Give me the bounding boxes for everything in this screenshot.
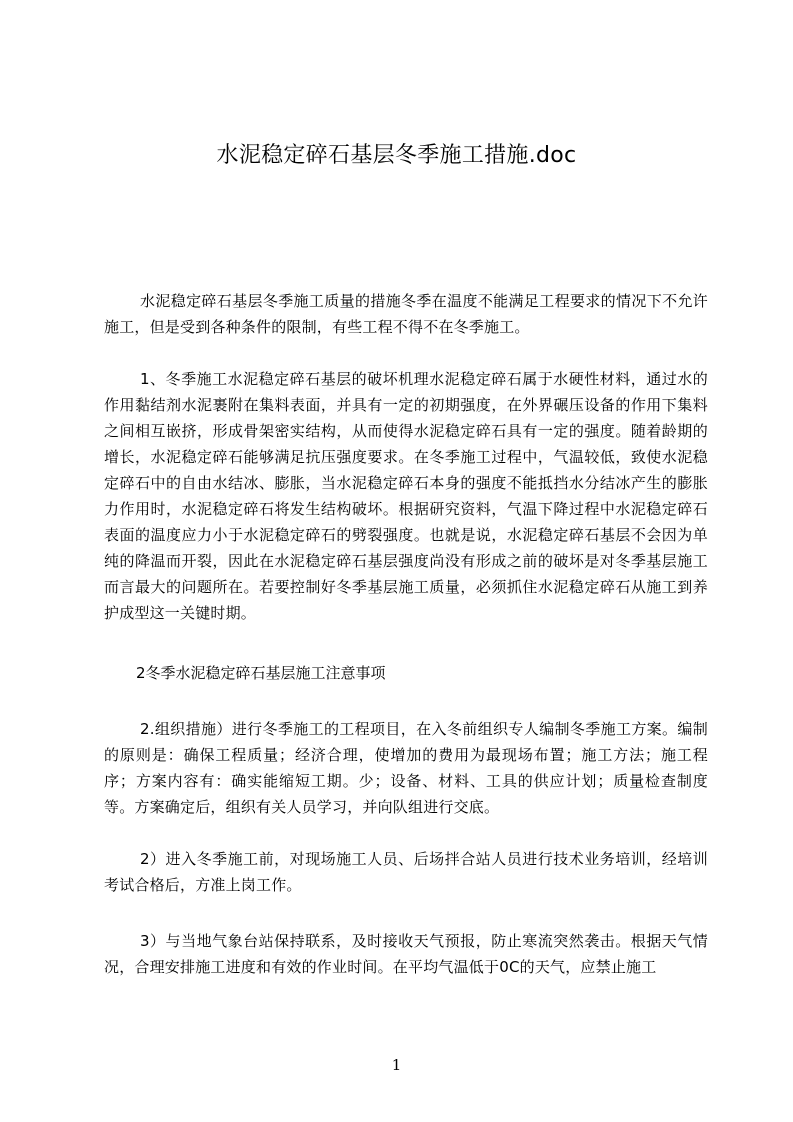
section-heading-2: 2冬季水泥稳定碎石基层施工注意事项 — [136, 664, 386, 682]
paragraph-section-1: 1、冬季施工水泥稳定碎石基层的破坏机理水泥稳定碎石属于水硬性材料，通过水的作用黏结剂水泥裹附在集料表面，并具有一定的初期强度，在外界碾压设备的作用下集料之间相互嵌挤，形成骨架密实结构，从而使得水泥稳定碎石具有一定的强度。随着龄期的增长，水泥稳定碎石能够满足抗压强度要求。在冬季施工过程中，气温较低，致使水泥稳定碎石中的自由水结冰、膨胀，当水泥稳定碎石本身的强度不能抵挡水分结冰产生的膨胀力作用时，水泥稳定碎石将发生结构破坏。根据研究资料，气温下降过程中水泥稳定碎石表面的温度应力小于水泥稳定碎石的劈裂强度。也就是说，水泥稳定碎石基层不会因为单纯的降温而开裂，因此在水泥稳定碎石基层强度尚没有形成之前的破坏是对冬季基层施工而言最大的问题所在。若要控制好冬季基层施工质量，必须抓住水泥稳定碎石从施工到养护成型这一关键时期。 — [104, 370, 708, 622]
paragraph-organization-measures: 2.组织措施）进行冬季施工的工程项目，在入冬前组织专人编制冬季施工方案。编制的原则是：确保工程质量；经济合理，使增加的费用为最现场布置；施工方法；施工程序；方案内容有：确实能缩短工期。少；设备、材料、工具的供应计划；质量检查制度等。方案确定后，组织有关人员学习，并向队组进行交底。 — [104, 720, 708, 816]
paragraph-intro: 水泥稳定碎石基层冬季施工质量的措施冬季在温度不能满足工程要求的情况下不允许施工，但是受到各种条件的限制，有些工程不得不在冬季施工。 — [104, 292, 708, 336]
paragraph-weather: 3）与当地气象台站保持联系，及时接收天气预报，防止寒流突然袭击。根据天气情况，合理安排施工进度和有效的作业时间。在平均气温低于0C的天气，应禁止施工 — [104, 932, 708, 976]
paragraph-training: 2）进入冬季施工前，对现场施工人员、后场拌合站人员进行技术业务培训，经培训考试合格后，方准上岗工作。 — [104, 850, 708, 894]
page-number: 1 — [391, 1056, 402, 1074]
document-title: 水泥稳定碎石基层冬季施工措施.doc — [216, 143, 577, 168]
